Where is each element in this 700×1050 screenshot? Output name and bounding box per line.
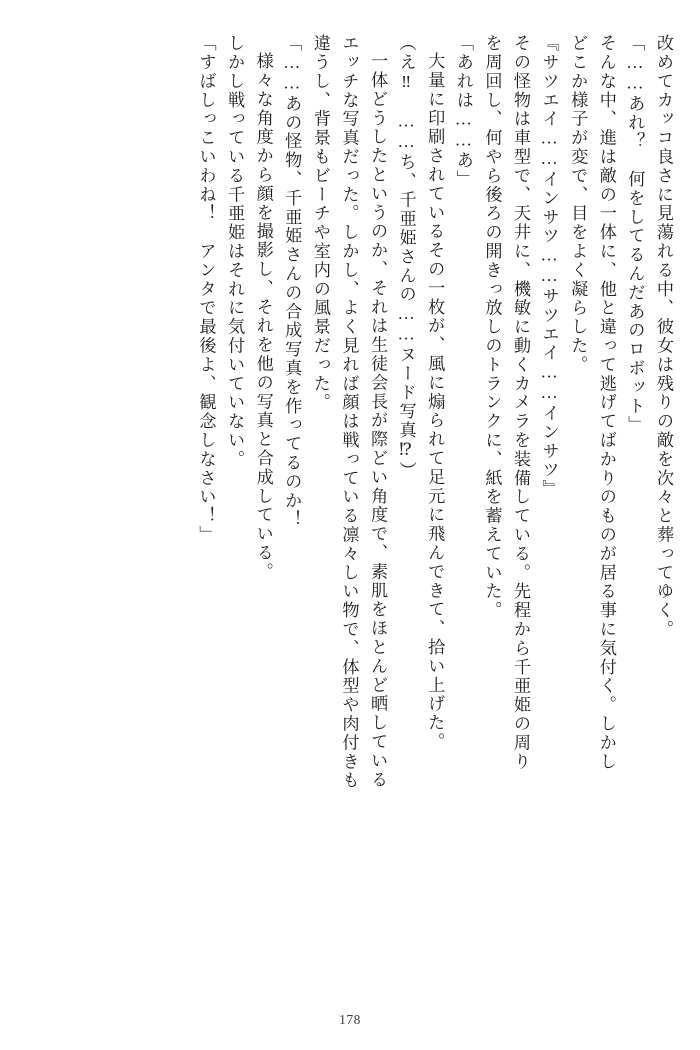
text-line: しかし戦っている千亜姫はそれに気付いていない。 bbox=[225, 34, 245, 469]
text-line: （え‼ ……ち、千亜姫さんの……ヌード写真⁉） bbox=[396, 34, 416, 481]
text-line: 「すばしっこいわね！ アンタで最後よ、観念しなさい！」 bbox=[196, 34, 216, 545]
text-line: その怪物は車型で、天井に、機敏に動くカメラを装備している。先程から千亜姫の周り bbox=[511, 34, 531, 772]
text-line: 『サツエイ……インサツ……サツエイ……インサツ』 bbox=[539, 34, 559, 499]
text-line: を周回し、何やら後ろの開きっ放しのトランクに、紙を蓄えていた。 bbox=[482, 34, 502, 620]
text-line: 「あれは……あ」 bbox=[453, 34, 473, 189]
text-line: 改めてカッコ良さに見蕩れる中、彼女は残りの敵を次々と葬ってゆく。 bbox=[654, 34, 673, 639]
text-line: 大量に印刷されているその一枚が、風に煽られて足元に飛んできて、拾い上げた。 bbox=[425, 52, 445, 752]
text-line: 「……あの怪物、千亜姫さんの合成写真を作ってるのか！ bbox=[282, 34, 302, 529]
text-line: エッチな写真だった。しかし、よく見れば顔は戦っている凛々しい物で、体型や肉付きも bbox=[339, 34, 359, 790]
text-line: 違うし、背景もビーチや室内の風景だった。 bbox=[310, 34, 330, 412]
text-line: 様々な角度から顔を撮影し、それを他の写真と合成している。 bbox=[253, 52, 273, 582]
text-line: どこか様子が変で、目をよく凝らした。 bbox=[568, 34, 588, 375]
text-line: 「……あれ？ 何をしてるんだあのロボット」 bbox=[625, 34, 645, 435]
text-line: そんな中、進は敵の一体に、他と違って逃げてばかりのものが居る事に気付く。しかし bbox=[596, 34, 616, 772]
page-number: 178 bbox=[339, 1012, 361, 1027]
text-line: 一体どうしたというのか、それは生徒会長が際どい角度で、素肌をほとんど晒している bbox=[368, 52, 388, 790]
vertical-text-body bbox=[28, 34, 672, 979]
